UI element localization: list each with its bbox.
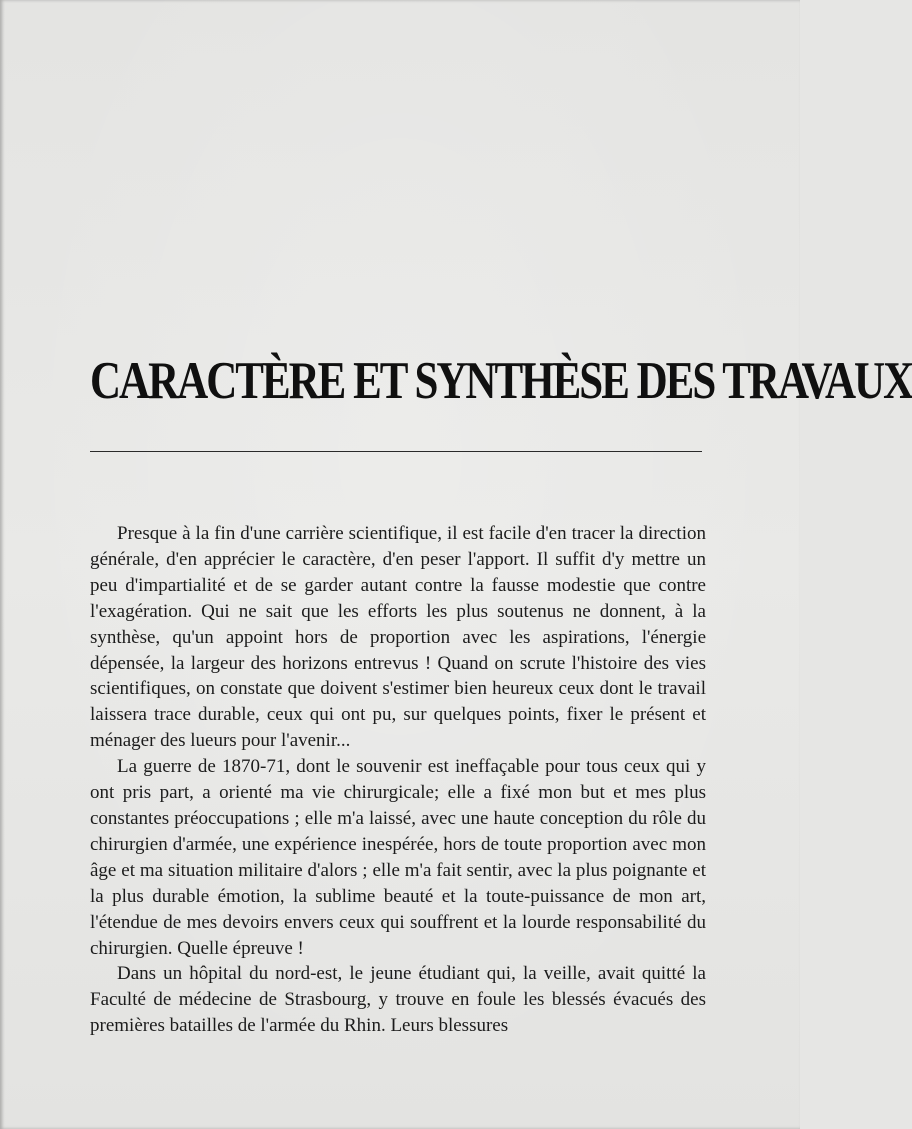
paragraph: Presque à la fin d'une carrière scientifique, il est facile d'en tracer la direction générale, d'en apprécier le caractère, d'en peser l'apport. Il suffit d'y mettre un peu d'impartialité et de se garder autant contre la fausse modestie que contre l'exagération. Qui ne sait que les efforts les plus soutenus ne donnent, à la synthèse, qu'un appoint hors de proportion avec les aspirations, l'énergie dépensée, la largeur des horizons entrevus ! Quand on scrute l'histoire des vies scientifiques, on constate que doivent s'estimer bien heureux ceux dont le travail laissera trace durable, ceux qui ont pu, sur quelques points, fixer le présent et ménager des lueurs pour l'avenir... [90, 523, 706, 752]
body-text [90, 521, 706, 1039]
paragraph: La guerre de 1870-71, dont le souvenir est ineffaçable pour tous ceux qui y ont pris part, a orienté ma vie chirurgicale; elle a fixé mon but et mes plus constantes préoccupations ; elle m'a laissé, avec une haute conception du rôle du chirurgien d'armée, une expérience inespérée, hors de toute proportion avec mon âge et ma situation militaire d'alors ; elle m'a fait sentir, avec la plus poignante et la plus durable émotion, la sublime beauté et la toute-puissance de mon art, l'étendue de mes devoirs envers ceux qui souffrent et la lourde responsabilité du chirurgien. Quelle épreuve ! [90, 756, 706, 959]
paragraph: Dans un hôpital du nord-est, le jeune étudiant qui, la veille, avait quitté la Faculté de médecine de Strasbourg, y trouve en foule les blessés évacués des premières batailles de l'armée du Rhin. Leurs blessures [90, 963, 706, 1037]
title-divider [90, 451, 702, 452]
page-title: CARACTÈRE ET SYNTHÈSE DES TRAVAUX [90, 352, 912, 411]
